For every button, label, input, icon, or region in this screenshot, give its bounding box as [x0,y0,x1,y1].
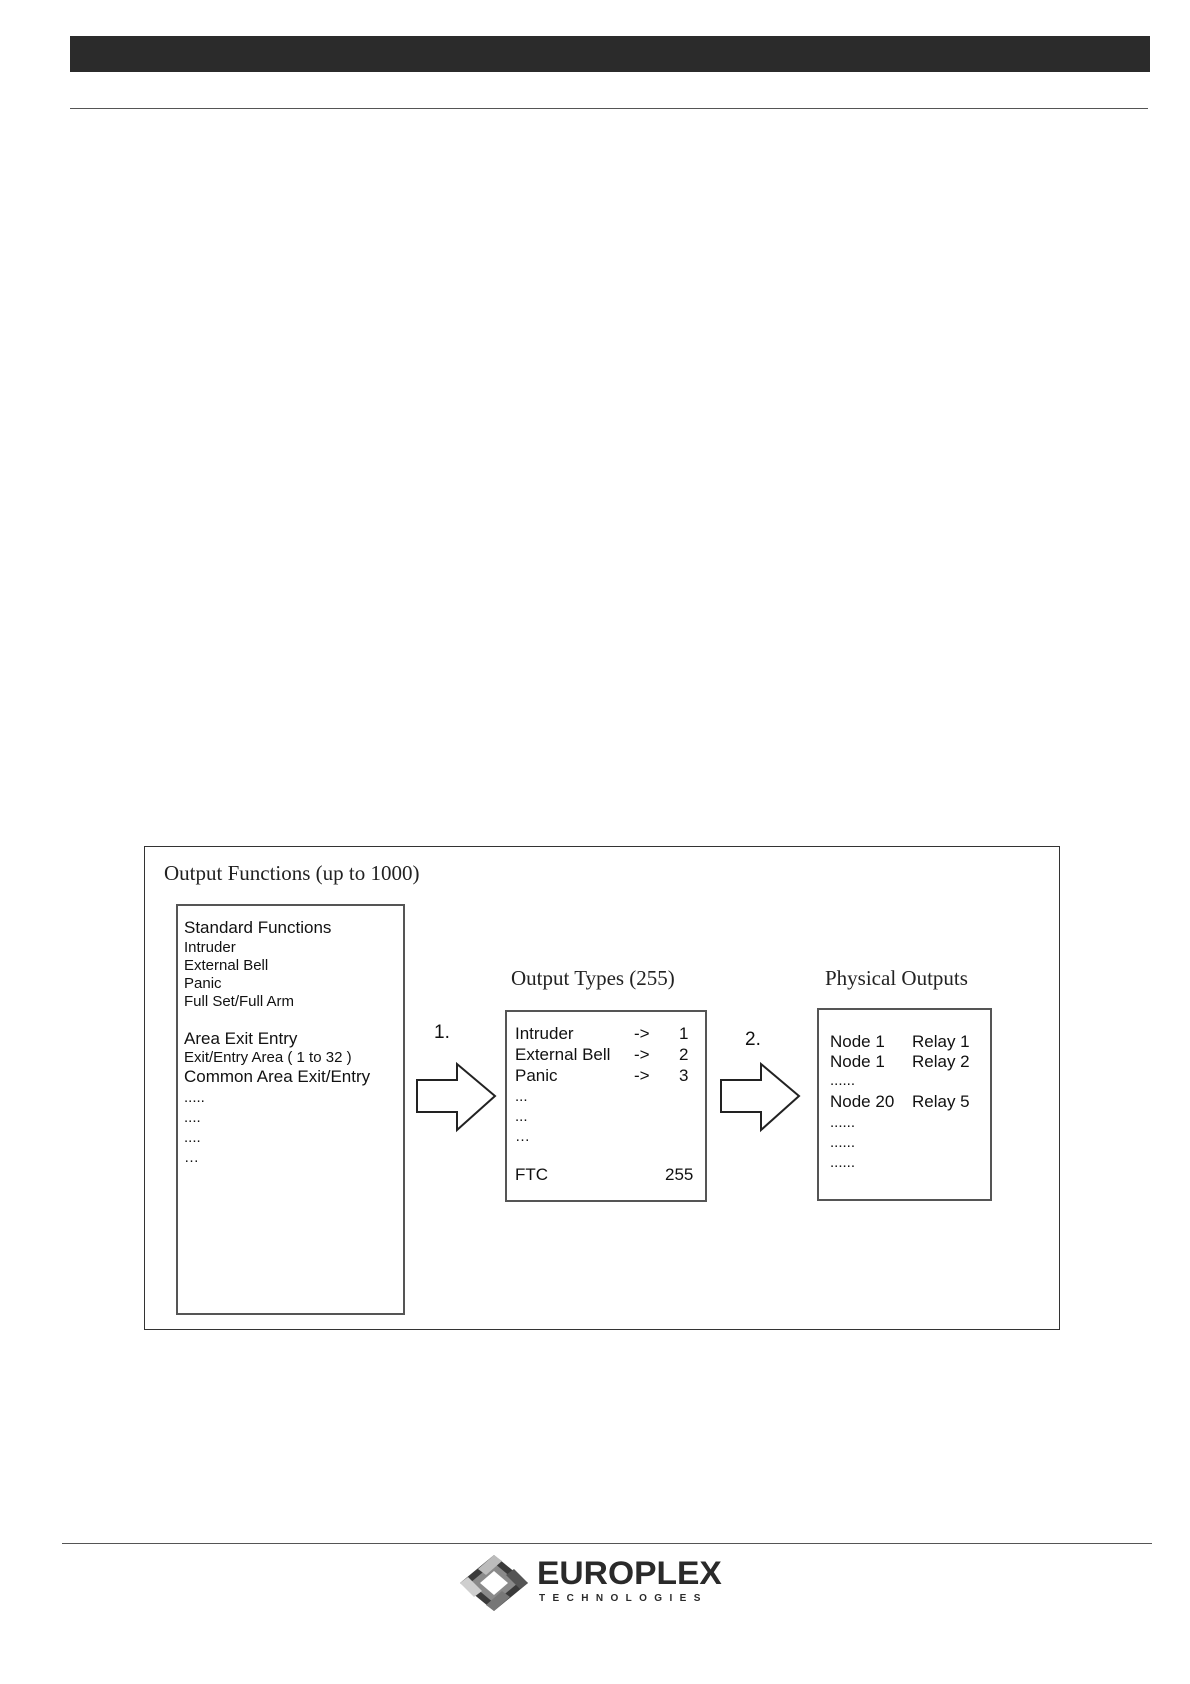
type-name: … [515,1128,530,1145]
step-2-label: 2. [745,1029,761,1050]
step-1-arrow [415,1062,499,1132]
functions-item: Standard Functions [184,918,332,937]
output-node: ...... [830,1134,856,1151]
types-title: Output Types (255) [511,966,675,990]
functions-item: … [184,1149,199,1166]
header-divider [70,108,1148,109]
output-node: ...... [830,1072,856,1089]
type-number: 255 [665,1165,694,1184]
output-node: Node 20 [830,1092,895,1111]
functions-item: Exit/Entry Area ( 1 to 32 ) [184,1049,352,1066]
output-node: ...... [830,1114,856,1131]
functions-item: Area Exit Entry [184,1029,298,1048]
step-2-arrow [719,1062,803,1132]
type-name: ... [515,1088,528,1105]
functions-title: Output Functions (up to 1000) [164,861,420,885]
output-node: Node 1 [830,1052,885,1071]
type-number: 3 [679,1066,689,1085]
step-1-label: 1. [434,1022,450,1043]
type-arrow: -> [634,1045,650,1064]
type-name: ... [515,1108,528,1125]
output-relay: Relay 5 [912,1092,970,1111]
functions-item: Panic [184,975,222,992]
footer-divider [62,1543,1152,1544]
type-number: 1 [679,1024,689,1043]
functions-item: Common Area Exit/Entry [184,1067,371,1086]
type-number: 2 [679,1045,689,1064]
header-bar [70,36,1150,72]
functions-item: ..... [184,1089,205,1106]
logo-wordmark: EUROPLEX [537,1555,722,1591]
outputs-title: Physical Outputs [825,966,968,990]
functions-item: .... [184,1109,201,1126]
output-mapping-diagram [144,846,1060,1330]
logo-subtitle: TECHNOLOGIES [539,1593,708,1604]
outputs-box [817,1008,992,1201]
europlex-logo [458,1553,722,1611]
output-relay: Relay 1 [912,1032,970,1051]
europlex-emblem-icon [458,1553,530,1613]
output-relay: Relay 2 [912,1052,970,1071]
functions-item: .... [184,1129,201,1146]
type-name: Panic [515,1066,558,1085]
output-node: Node 1 [830,1032,885,1051]
functions-box [176,904,405,1315]
type-name: FTC [515,1165,549,1184]
functions-item: Intruder [184,939,236,956]
type-arrow: -> [634,1024,650,1043]
functions-item: Full Set/Full Arm [184,993,295,1010]
type-name: External Bell [515,1045,611,1064]
functions-item: External Bell [184,957,269,974]
types-box [505,1010,707,1202]
output-node: ...... [830,1154,856,1171]
type-name: Intruder [515,1024,574,1043]
type-arrow: -> [634,1066,650,1085]
